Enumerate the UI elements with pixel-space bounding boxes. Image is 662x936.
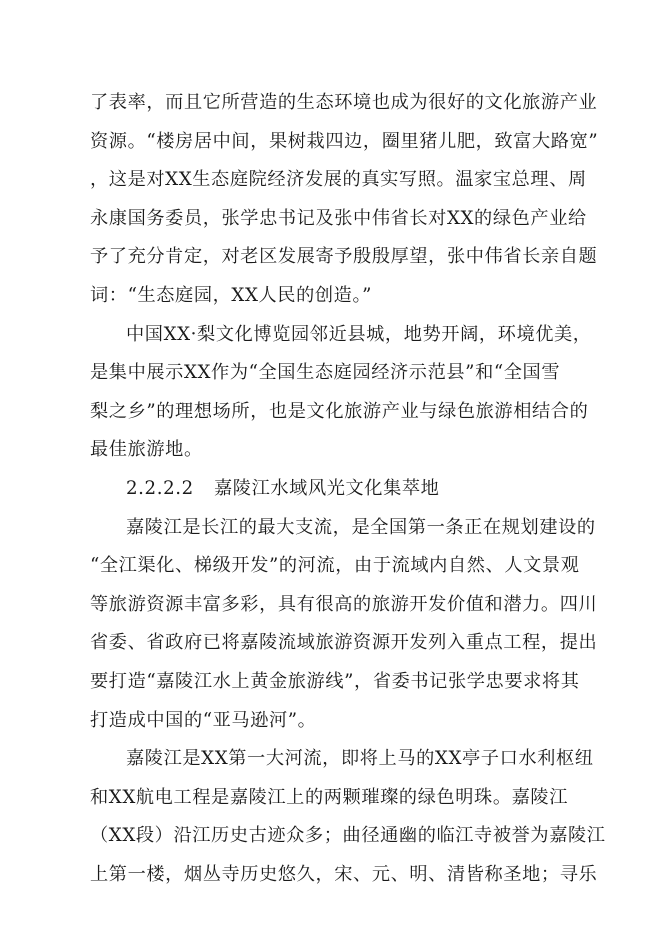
paragraph-line: 予了充分肯定，对老区发展寄予殷殷厚望，张中伟省长亲自题 — [90, 246, 598, 268]
paragraph-line: 永康国务委员，张学忠书记及张中伟省长对XX的绿色产业给 — [90, 207, 587, 229]
paragraph-line: 嘉陵江是长江的最大支流，是全国第一条正在规划建设的 — [126, 516, 596, 538]
paragraph-line: “全江渠化、梯级开发”的河流，由于流域内自然、人文景观 — [90, 555, 580, 577]
section-number: 2.2.2.2 — [126, 477, 194, 499]
paragraph-line: 打造成中国的“亚马逊河”。 — [90, 709, 317, 731]
paragraph-line: 和XX航电工程是嘉陵江上的两颗璀璨的绿色明珠。嘉陵江 — [90, 786, 568, 808]
paragraph-line: （XX段）沿江历史古迹众多；曲径通幽的临江寺被誉为嘉陵江 — [90, 825, 606, 847]
document-page — [90, 84, 606, 894]
paragraph-line: 词：“生态庭园，XX人民的创造。” — [90, 284, 373, 306]
paragraph-line: 了表率，而且它所营造的生态环境也成为很好的文化旅游产业 — [90, 92, 598, 113]
paragraph-line: 省委、省政府已将嘉陵流域旅游资源开发列入重点工程，提出 — [90, 632, 598, 654]
paragraph-line: ，这是对XX生态庭院经济发展的真实写照。温家宝总理、周 — [90, 169, 587, 191]
paragraph-line: 是集中展示XX作为“全国生态庭园经济示范县”和“全国雪 — [90, 362, 561, 384]
paragraph-line: 上第一楼，烟丛寺历史悠久，宋、元、明、清皆称圣地；寻乐 — [90, 863, 598, 885]
paragraph-line: 梨之乡”的理想场所，也是文化旅游产业与绿色旅游相结合的 — [90, 400, 589, 422]
paragraph-line: 要打造“嘉陵江水上黄金旅游线”，省委书记张学忠要求将其 — [90, 670, 580, 692]
paragraph-line: 等旅游资源丰富多彩，具有很高的旅游开发价值和潜力。四川 — [90, 593, 598, 615]
paragraph-line: 嘉陵江是XX第一大河流，即将上马的XX亭子口水利枢纽 — [126, 748, 594, 770]
section-title: 嘉陵江水域风光文化集萃地 — [214, 477, 440, 499]
paragraph-line: 最佳旅游地。 — [90, 439, 203, 461]
paragraph-line: 中国XX·梨文化博览园邻近县城，地势开阔，环境优美， — [126, 323, 592, 345]
paragraph-line: 资源。“楼房居中间，果树栽四边，圈里猪儿肥，致富大路宽” — [90, 130, 599, 152]
section-heading — [90, 470, 590, 509]
